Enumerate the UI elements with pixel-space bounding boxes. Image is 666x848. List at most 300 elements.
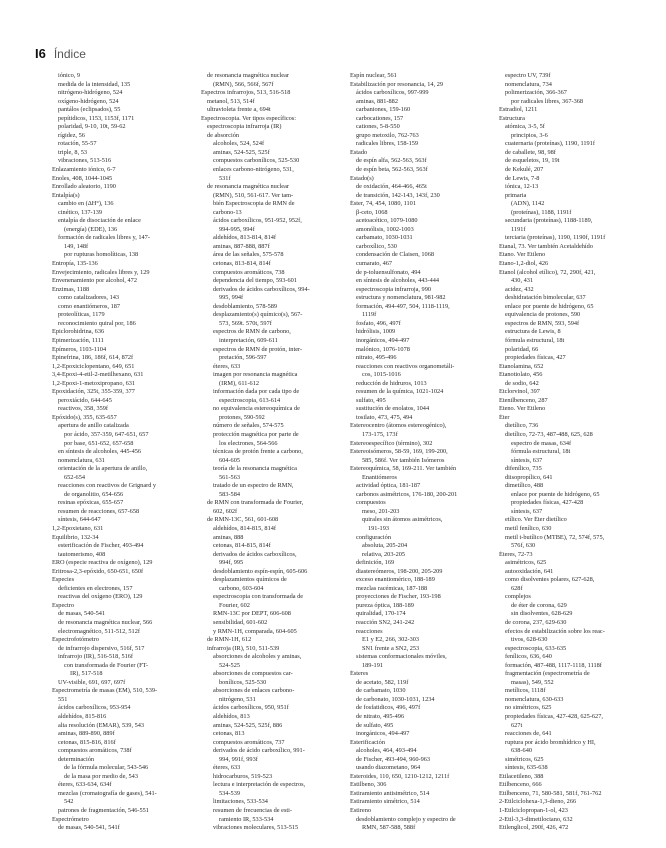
index-entry: 995, 994f [219, 294, 244, 302]
index-entry: no simétricos, 625 [505, 704, 552, 712]
index-entry: Espectro [52, 601, 75, 609]
index-entry: E1 y E2, 266, 302-303 [362, 636, 420, 644]
index-entry: de corona, 237, 629-630 [505, 619, 567, 626]
index-entry: (RMN), 566, 566f, 567f [213, 80, 274, 88]
index-entry: sulfato, 495 [356, 396, 386, 404]
index-entry: nomenclatura, 734 [505, 80, 552, 88]
index-entry: infrarrojo (IR), 516-518, 516f [58, 653, 134, 661]
index-entry: (RMN), 510, 561-617. Ver tam- [213, 191, 294, 199]
index-entry: 191-193 [368, 524, 389, 532]
index-entry: vibraciones, 513-516 [58, 157, 112, 165]
index-entry: carbaniones, 159-160 [356, 106, 411, 114]
index-entry: Estiramiento antisimétrico, 514 [350, 789, 430, 797]
index-entry: deficientes en electrones, 157 [58, 584, 133, 592]
index-entry: Ésteres [350, 670, 369, 678]
index-entry: como enantiómeros, 187 [58, 302, 121, 310]
index-entry: derivados de ácido carboxílico, 991- [213, 747, 305, 755]
index-entry: sistemas conformacionales móviles, [356, 653, 447, 661]
index-entry: RMN-13C por DEPT, 606-608 [213, 610, 291, 618]
index-entry: tautomerismo, 408 [58, 550, 106, 558]
index-entry: información dada por cada tipo de [213, 388, 300, 396]
index-entry: ácidos carboxílicos, 953-954 [58, 704, 131, 712]
page-header [35, 46, 86, 62]
index-entry: de Lewis, 7-8 [505, 174, 540, 182]
index-entry: Estilbeno, 306 [350, 781, 387, 789]
index-column-1 [52, 72, 195, 832]
index-entry: dietílico, 736 [505, 422, 539, 430]
index-entry: Estructura [499, 114, 525, 122]
index-entry: aldehídos, 813 [213, 713, 250, 721]
index-entry: Equilibrio, 132-34 [52, 533, 99, 541]
index-entry: Enlazamiento iónico, 6-7 [52, 166, 116, 174]
index-entry: derivados de ácidos carboxílicos, [213, 550, 297, 558]
index-entry: pretación, 596-597 [219, 354, 267, 362]
index-entry: ácidos carboxílicos, 951-952, 952f, [213, 217, 302, 225]
index-entry: aldehídos, 813-814, 814f [213, 234, 276, 242]
index-entry: oxígeno-hidrógeno, 524 [58, 97, 119, 105]
index-entry: compuestos aromáticos, 737 [213, 738, 285, 746]
index-entry: y RMN-1H, comparada, 604-605 [213, 627, 297, 635]
index-entry: tosilato, 473, 475, 494 [356, 413, 413, 421]
index-entry: simétricos, 625 [505, 755, 544, 763]
index-entry: alta resolución (EMAR), 539, 543 [58, 721, 145, 729]
index-entry: enlaces carbono-nitrógeno, 531, [213, 166, 294, 174]
index-entry: Etclorvinol, 397 [499, 388, 540, 396]
index-entry: alcoholes, 464, 493-494 [356, 747, 417, 755]
index-entry: carbono-13 [213, 208, 242, 216]
index-entry: con transformada de Fourier (FT- [64, 661, 149, 669]
index-entry: aminas, 524-525, 525f [213, 148, 270, 156]
index-entry: estructura de Lewis, 8 [505, 328, 561, 336]
index-entry: efectos de estabilización sobre los reac- [505, 627, 605, 635]
index-entry: meso, 201-203 [362, 507, 400, 515]
index-entry: 994f, 995 [219, 559, 244, 567]
index-entry: tratado de un espectro de RMN, [213, 482, 294, 490]
index-entry: propiedades físicas, 427-428, 625-627, [505, 713, 603, 721]
index-entry: de sulfato, 495 [356, 721, 394, 729]
index-entry: bién Espectroscopia de RMN de [213, 200, 295, 208]
index-entry: enlace por puente de hidrógeno, 65 [505, 302, 594, 310]
index-entry: mezclas racémicas, 187-188 [356, 584, 428, 592]
index-entry: cetonas, 813-814, 814f [213, 260, 271, 268]
index-entry: pureza óptica, 188-189 [356, 601, 414, 609]
index-entry: Envejecimiento, radicales libres y, 129 [52, 268, 150, 276]
index-entry: reactivos, 358, 359f [58, 405, 109, 413]
index-entry: carbocationes, 157 [356, 114, 404, 122]
index-entry: ramiento IR, 533-534 [219, 815, 274, 823]
index-entry: Enrollado aleatorio, 1190 [52, 183, 116, 191]
index-entry: 542 [64, 798, 74, 806]
index-entry: Espectroscopia. Ver tipos específicos: [201, 114, 297, 122]
index-entry: de absorción [207, 131, 239, 139]
index-entry: asimétricos, 625 [505, 559, 547, 567]
index-entry: de resonancia magnética nuclear, 566 [58, 619, 153, 626]
page-number: I6 [35, 46, 46, 61]
index-entry: Epiclorohidrina, 636 [52, 328, 105, 336]
index-entry: 1191f [511, 225, 526, 233]
index-entry: absorciones de compuestos car- [213, 670, 293, 678]
index-entry: éteres, 633 [213, 362, 241, 370]
index-entry: Estereoespecífico (término), 302 [350, 439, 433, 447]
index-entry: área de las señales, 575-578 [213, 251, 284, 259]
index-column-2 [201, 72, 344, 832]
index-entry: Etano-1,2-diol, 426 [499, 260, 549, 268]
index-entry: aminas, 887-888, 887f [213, 242, 270, 250]
index-entry: por radicales libres, 367-368 [511, 97, 584, 105]
index-entry: Estereoisómeros, 58-59, 169, 199-200, [350, 448, 448, 456]
index-entry: por ácido, 357-359, 647-651, 657 [64, 430, 149, 438]
index-entry: difenílico, 735 [505, 465, 542, 473]
index-entry: 604-605 [219, 456, 240, 464]
index-entry: cationes, 5-8-550 [356, 123, 400, 131]
index-entry: carboxílico, 530 [356, 242, 397, 250]
index-columns [52, 72, 642, 832]
index-entry: orientación de la apertura de anillo, [58, 465, 148, 473]
index-entry: alcoholes, 524, 524f [213, 140, 265, 148]
index-entry: principios, 3-6 [511, 131, 548, 139]
index-entry: número de señales, 574-575 [213, 422, 284, 430]
index-entry: 2-Etilciclohexa-1,3-dieno, 266 [499, 798, 577, 806]
index-entry: como catalizadores, 143 [58, 294, 120, 302]
index-entry: Etanol (alcohol etílico), 72, 290f, 421, [499, 268, 596, 276]
index-entry: cinético, 137-139 [58, 208, 103, 216]
index-entry: Epóxido(s), 355, 635-657 [52, 413, 117, 421]
index-entry: 173-175, 173f [362, 430, 398, 438]
index-entry: de carbonato, 1030-1031, 1234 [356, 695, 435, 703]
index-entry: SN1 frente a SN2, 253 [362, 644, 420, 652]
index-entry: limitaciones, 533-534 [213, 798, 268, 806]
index-entry: resumen de la química, 1021-1024 [356, 388, 444, 396]
index-entry: infrarroja (IR), 510, 511-539 [207, 644, 280, 652]
index-entry: mezclas (cromatografía de gases), 541- [58, 789, 157, 797]
index-entry: teoría de la resonancia magnética [213, 465, 297, 473]
index-entry: nomenclatura, 630-633 [505, 695, 564, 703]
index-entry: complejos [505, 593, 531, 601]
index-entry: resumen de reacciones, 657-658 [58, 507, 140, 515]
index-entry: metanol, 513, 514f [207, 97, 255, 105]
index-entry: de masas, 540-541, 541f [58, 824, 120, 832]
index-entry: dependencia del tiempo, 593-601 [213, 277, 297, 285]
index-entry: aminas, 524-525, 525f, 886 [213, 721, 283, 729]
index-entry: como disolventes polares, 627-628, [505, 576, 595, 584]
index-entry: Etanotiolato, 456 [499, 371, 543, 379]
index-entry: 551 [58, 695, 68, 703]
index-entry: Estereoquímica, 58, 169-211. Ver también [350, 465, 457, 473]
index-entry: acidez, 432 [505, 285, 534, 293]
index-entry: Fourier, 602 [219, 601, 250, 609]
index-entry: 583-584 [219, 490, 240, 498]
index-entry: resumen de frecuencias de esti- [213, 807, 293, 815]
index-entry: espectro de masas, 634f [511, 439, 572, 447]
running-title: Índice [53, 47, 86, 61]
index-entry: Etano. Ver Etileno [499, 251, 546, 259]
index-entry: propiedades físicas, 427 [505, 354, 566, 362]
index-entry: desdoblamiento espín-espín, 605-606 [213, 567, 308, 575]
index-entry: espectro UV, 739f [505, 72, 551, 79]
index-entry: definición, 169 [356, 559, 395, 567]
index-entry: carbonos asimétricos, 176-180, 200-201 [356, 490, 458, 498]
index-entry: reacción SN2, 241-242 [356, 619, 415, 626]
index-entry: 561-563 [219, 473, 240, 481]
index-entry: 534-539 [219, 789, 240, 797]
index-entry: compuestos aromáticos, 738f [58, 747, 132, 755]
index-entry: reacciones [356, 627, 383, 635]
index-entry: Éster, 74, 454, 1080, 1101 [350, 200, 416, 208]
index-entry: espectros de RMN de carbono, [213, 328, 291, 336]
index-entry: aminas, 881-882 [356, 97, 398, 105]
index-entry: equivalencia de protones, 590 [505, 311, 581, 319]
index-entry: grupo metoxilo, 762-763 [356, 131, 419, 139]
index-entry: Etanolamina, 652 [499, 362, 544, 370]
index-entry: de oxidación, 464-466, 465t [356, 183, 427, 191]
index-entry: atómica, 3-5, 5f [505, 123, 545, 131]
index-entry: Etilenglicol, 290f, 426, 472 [499, 824, 569, 832]
index-entry: ruptura por ácido bromhídrico y HI, [505, 738, 596, 746]
index-entry: polaridad, 66 [505, 345, 539, 353]
index-entry: desdoblamiento complejo y espectro de [356, 815, 456, 823]
index-entry: terciaria (proteínas), 1190, 1190f, 1191f [505, 234, 606, 242]
index-entry: cambio en (ΔH°), 136 [58, 200, 114, 208]
index-entry: por base, 651-652, 657-658 [64, 439, 134, 447]
index-entry: desplazamientos químicos de [213, 576, 287, 584]
index-entry: cumarato, 467 [356, 260, 393, 268]
index-entry: cos, 1015-1016 [362, 371, 401, 379]
index-entry: bonílicos, 525-530 [219, 678, 267, 686]
index-entry: espectros de RMN, 593, 594f [505, 319, 580, 327]
index-entry: 994-995, 994f [219, 225, 255, 233]
index-entry: Eritrosa-2,3-epóxido, 650-651, 650f [52, 567, 144, 575]
index-entry: Estireno [350, 807, 371, 815]
index-entry: 524-525 [219, 661, 240, 669]
index-entry: Estado(s) [350, 174, 374, 182]
index-entry: cetonas, 815-816, 816f [58, 738, 116, 746]
index-entry: Epoxidación, 325t, 355-359, 377 [52, 388, 135, 396]
index-entry: 531f [219, 174, 231, 182]
index-entry: formación, 487-488, 1117-1118, 1118f [505, 661, 602, 669]
index-entry: nitrógeno-hidrógeno, 524 [58, 89, 123, 97]
index-entry: Etilbenceno, 71, 580-581, 581f, 761-762 [499, 789, 602, 797]
index-entry: técnicas de protón frente a carbono, [213, 448, 303, 456]
index-entry: condensación de Claisen, 1068 [356, 251, 434, 259]
index-entry: espectroscopia, 613-614 [219, 396, 281, 404]
index-entry: tivos, 628-630 [511, 636, 548, 644]
index-entry: medida de la intensidad, 135 [58, 80, 131, 88]
index-entry: síntesis, 635-638 [505, 764, 548, 772]
index-entry: espectroscopia infrarroja (IR) [207, 123, 282, 131]
index-entry: de la masa por medio de, 543 [64, 772, 138, 780]
index-entry: aminas, 888 [213, 533, 244, 541]
index-entry: 652-654 [64, 473, 85, 481]
index-entry: 627t [511, 721, 523, 729]
index-entry: β-ceto, 1068 [356, 208, 388, 216]
index-entry: determinación [58, 755, 95, 763]
index-entry: Enantiómeros [362, 473, 397, 481]
index-entry: compuestos carbonílicos, 525-530 [213, 157, 300, 165]
index-entry: absorciones de alcoholes y aminas, [213, 653, 302, 661]
index-entry: 994, 991f, 993f [219, 755, 258, 763]
index-entry: Eteno. Ver Etileno [499, 405, 546, 413]
index-entry: apertura de anillo catalizada [58, 422, 129, 430]
index-entry: de sodio, 642 [505, 379, 539, 387]
index-entry: de RMN con transformada de Fourier, [207, 499, 304, 507]
index-entry: Etanal, 73. Ver también Acetaldehído [499, 242, 593, 250]
index-entry: resinas epóxicas, 655-657 [58, 499, 124, 507]
index-entry: de espín alfa, 562-563, 563f [356, 157, 427, 165]
index-entry: dimetílico, 488 [505, 482, 544, 490]
index-entry: Espectrómetro [52, 815, 89, 823]
index-entry: éteres, 633-634, 634f [58, 781, 112, 789]
index-entry: patrones de fragmentación, 546-551 [58, 807, 149, 815]
index-entry: Estiramiento simétrico, 514 [350, 798, 420, 806]
index-entry: rígidez, 56 [58, 131, 85, 139]
index-entry: reactivas del oxígeno (ERO), 129 [58, 593, 143, 601]
index-entry: de Kekulé, 207 [505, 166, 544, 174]
index-entry: iónico, 9 [58, 72, 81, 79]
index-entry: quiralidad, 170-174 [356, 610, 406, 618]
index-entry: UV-visible, 691, 697, 697f [58, 678, 126, 686]
index-entry: protones, 590-592 [219, 413, 265, 421]
index-entry: relativa, 203-205 [362, 550, 406, 558]
index-entry: enlace por puente de hidrógeno, 65 [511, 490, 600, 498]
index-entry: 2-Etil-3,3-dimetiloctano, 632 [499, 815, 573, 823]
index-entry: (proteínas), 1188, 1191f [511, 208, 572, 216]
index-entry: reacciones con reactivos de Grignard y [58, 482, 157, 490]
index-entry: fragmentación (espectrometría de [505, 670, 590, 678]
index-entry: 576f, 630 [511, 542, 536, 550]
index-entry: Envenenamiento por alcohol, 472 [52, 277, 137, 285]
index-entry: de RMN-13C, 561, 601-608 [207, 516, 279, 524]
index-entry: autooxidación, 641 [505, 567, 554, 575]
index-entry: interpretación, 609-611 [219, 336, 278, 344]
index-entry: espectros de RMN de protón, inter- [213, 345, 303, 353]
index-entry: ultravioleta frente a, 694t [207, 106, 271, 114]
index-entry: de la fórmula molecular, 543-546 [64, 764, 149, 772]
index-entry: (ADN), 1142 [511, 200, 545, 208]
index-entry: (IRM), 611-612 [219, 379, 259, 387]
index-entry: 628f [511, 584, 523, 592]
index-entry: síntesis, 644-647 [58, 516, 101, 524]
index-entry: vibraciones moleculares, 513-515 [213, 824, 299, 832]
index-entry: de infrarrojo dispersivo, 516f, 517 [58, 644, 145, 652]
index-entry: aldehídos, 815-816 [58, 713, 107, 721]
index-entry: carbamato, 1030-1031 [356, 234, 413, 242]
index-entry: fenílicos, 636, 640 [505, 653, 552, 661]
index-entry: rotación, 55-57 [58, 140, 97, 148]
index-entry: diisopropílico, 641 [505, 473, 553, 481]
index-entry: reacciones de, 641 [505, 730, 552, 738]
index-entry: de éter de corona, 629 [511, 601, 567, 609]
index-entry: de acetato, 582, 119f [356, 678, 409, 686]
index-entry: en síntesis de alcoholes, 445-456 [58, 448, 142, 456]
index-entry: 1,2-Epoxiciclopentano, 649, 651 [52, 362, 135, 370]
index-entry: primaria [505, 191, 527, 199]
index-entry: propiedades físicas, 427-428 [511, 499, 584, 507]
index-entry: de RMN-1H, 612 [207, 636, 252, 644]
index-entry: metílicos, 1118f [505, 687, 546, 695]
index-entry: quirales sin átomos asimétricos, [362, 516, 443, 524]
index-entry: radicales libres, 158-159 [356, 140, 419, 148]
index-entry: Entropía, 135-136 [52, 260, 98, 268]
index-entry: metil t-butílico (MTBE), 72, 574f, 575, [505, 533, 605, 541]
index-entry: triple, 8, 53 [58, 148, 88, 156]
index-entry: absorciones de enlaces carbono- [213, 687, 295, 695]
index-entry: de resonancia magnética nuclear [207, 72, 289, 79]
index-entry: derivados de ácidos carboxílicos, 994- [213, 285, 310, 293]
index-entry: peroxiácido, 644-645 [58, 396, 112, 404]
index-entry: Enzimas, 1188 [52, 285, 90, 293]
index-entry: síntesis, 637 [511, 507, 543, 515]
index-entry: cetonas, 813 [213, 730, 245, 738]
index-entry: compuestos [356, 499, 386, 507]
index-entry: Estradiol, 1211 [499, 106, 538, 114]
index-entry: Epinefrina, 186, 186f, 614, 872f [52, 354, 134, 362]
index-entry: etílico. Ver Éter dietílico [505, 516, 567, 524]
index-entry: Espectrometría de masas (EM), 510, 539- [52, 687, 158, 695]
index-entry: 602, 602f [213, 507, 238, 515]
index-entry: de p-toluensulfonato, 494 [356, 268, 421, 276]
index-entry: de fosfatidicos, 496, 497f [356, 704, 421, 712]
index-entry: ácidos carboxílicos, 950, 951f [213, 704, 289, 712]
index-entry: de resonancia magnética nuclear [207, 183, 289, 191]
index-entry: masas), 549, 552 [511, 678, 554, 686]
index-entry: Etilbenceno, 666 [499, 781, 542, 789]
index-entry: exceso enantiomérico, 188-189 [356, 576, 435, 584]
index-entry: Esteroides, 110, 650, 1210-1212, 1211f [350, 772, 450, 780]
index-entry: en síntesis de alcoholes, 443-444 [356, 277, 440, 285]
index-entry: ERO (especie reactiva de oxígeno), 129 [52, 559, 153, 567]
index-entry: carbono, 603-604 [219, 584, 264, 592]
index-entry: Éteres, 72-73 [499, 550, 533, 558]
index-entry: Estabilización por resonancia, 14, 29 [350, 80, 444, 88]
index-entry: espectroscopia, 633-635 [505, 644, 567, 652]
index-entry: usando diazometano, 964 [356, 764, 421, 772]
index-entry: Estado [350, 148, 368, 156]
index-entry: reacciones con reactivos organometáli- [356, 362, 455, 370]
index-entry: proteolíticas, 1179 [58, 311, 105, 319]
index-entry: desplazamiento(s) químico(s), 567- [213, 311, 303, 319]
index-entry: 1119f [362, 311, 377, 319]
index-entry: 1,2-Epoxietano, 631 [52, 524, 104, 532]
index-entry: malónico, 1076-1078 [356, 345, 410, 353]
index-entry: nomenclatura, 631 [58, 456, 105, 464]
index-entry: (energía) (EDE), 136 [64, 225, 118, 233]
index-entry: de caballete, 98, 98f [505, 148, 556, 156]
index-entry: Espín nuclear, 561 [350, 72, 397, 79]
index-entry: imagen por resonancia magnética [213, 371, 298, 379]
index-entry: configuración [356, 533, 391, 541]
index-entry: Espectrofotómetro [52, 636, 99, 644]
index-entry: Epimerización, 1111 [52, 336, 104, 344]
index-entry: Epímeros, 1103-1104 [52, 345, 107, 353]
index-entry: hidrocarburos, 519-523 [213, 772, 273, 780]
index-entry: Etenilbenceno, 287 [499, 396, 548, 404]
index-entry: estructura y nomenclatura, 981-982 [356, 294, 446, 302]
index-entry: de esqueletos, 19, 19t [505, 157, 560, 165]
index-entry: 638-640 [511, 747, 532, 755]
index-entry: reconocimiento quiral por, 186 [58, 319, 136, 327]
index-entry: deshidratación bimolecular, 637 [505, 294, 586, 302]
index-entry: actividad óptica, 181-187 [356, 482, 421, 490]
index-entry: lectura e interpretación de espectros, [213, 781, 306, 789]
index-entry: aldehídos, 814-815, 814f [213, 524, 276, 532]
index-entry: electromagnético, 511-512, 512f [58, 627, 140, 635]
index-entry: amonólisis, 1002-1003 [356, 225, 414, 233]
index-entry: diastereómeros, 198-200, 205-209 [356, 567, 443, 575]
index-entry: los electrones, 564-566 [219, 439, 278, 447]
index-entry: sin disolventes, 628-629 [511, 610, 573, 618]
index-entry: iónica, 12-13 [505, 183, 539, 191]
index-entry: desdoblamiento, 578-589 [213, 302, 278, 310]
